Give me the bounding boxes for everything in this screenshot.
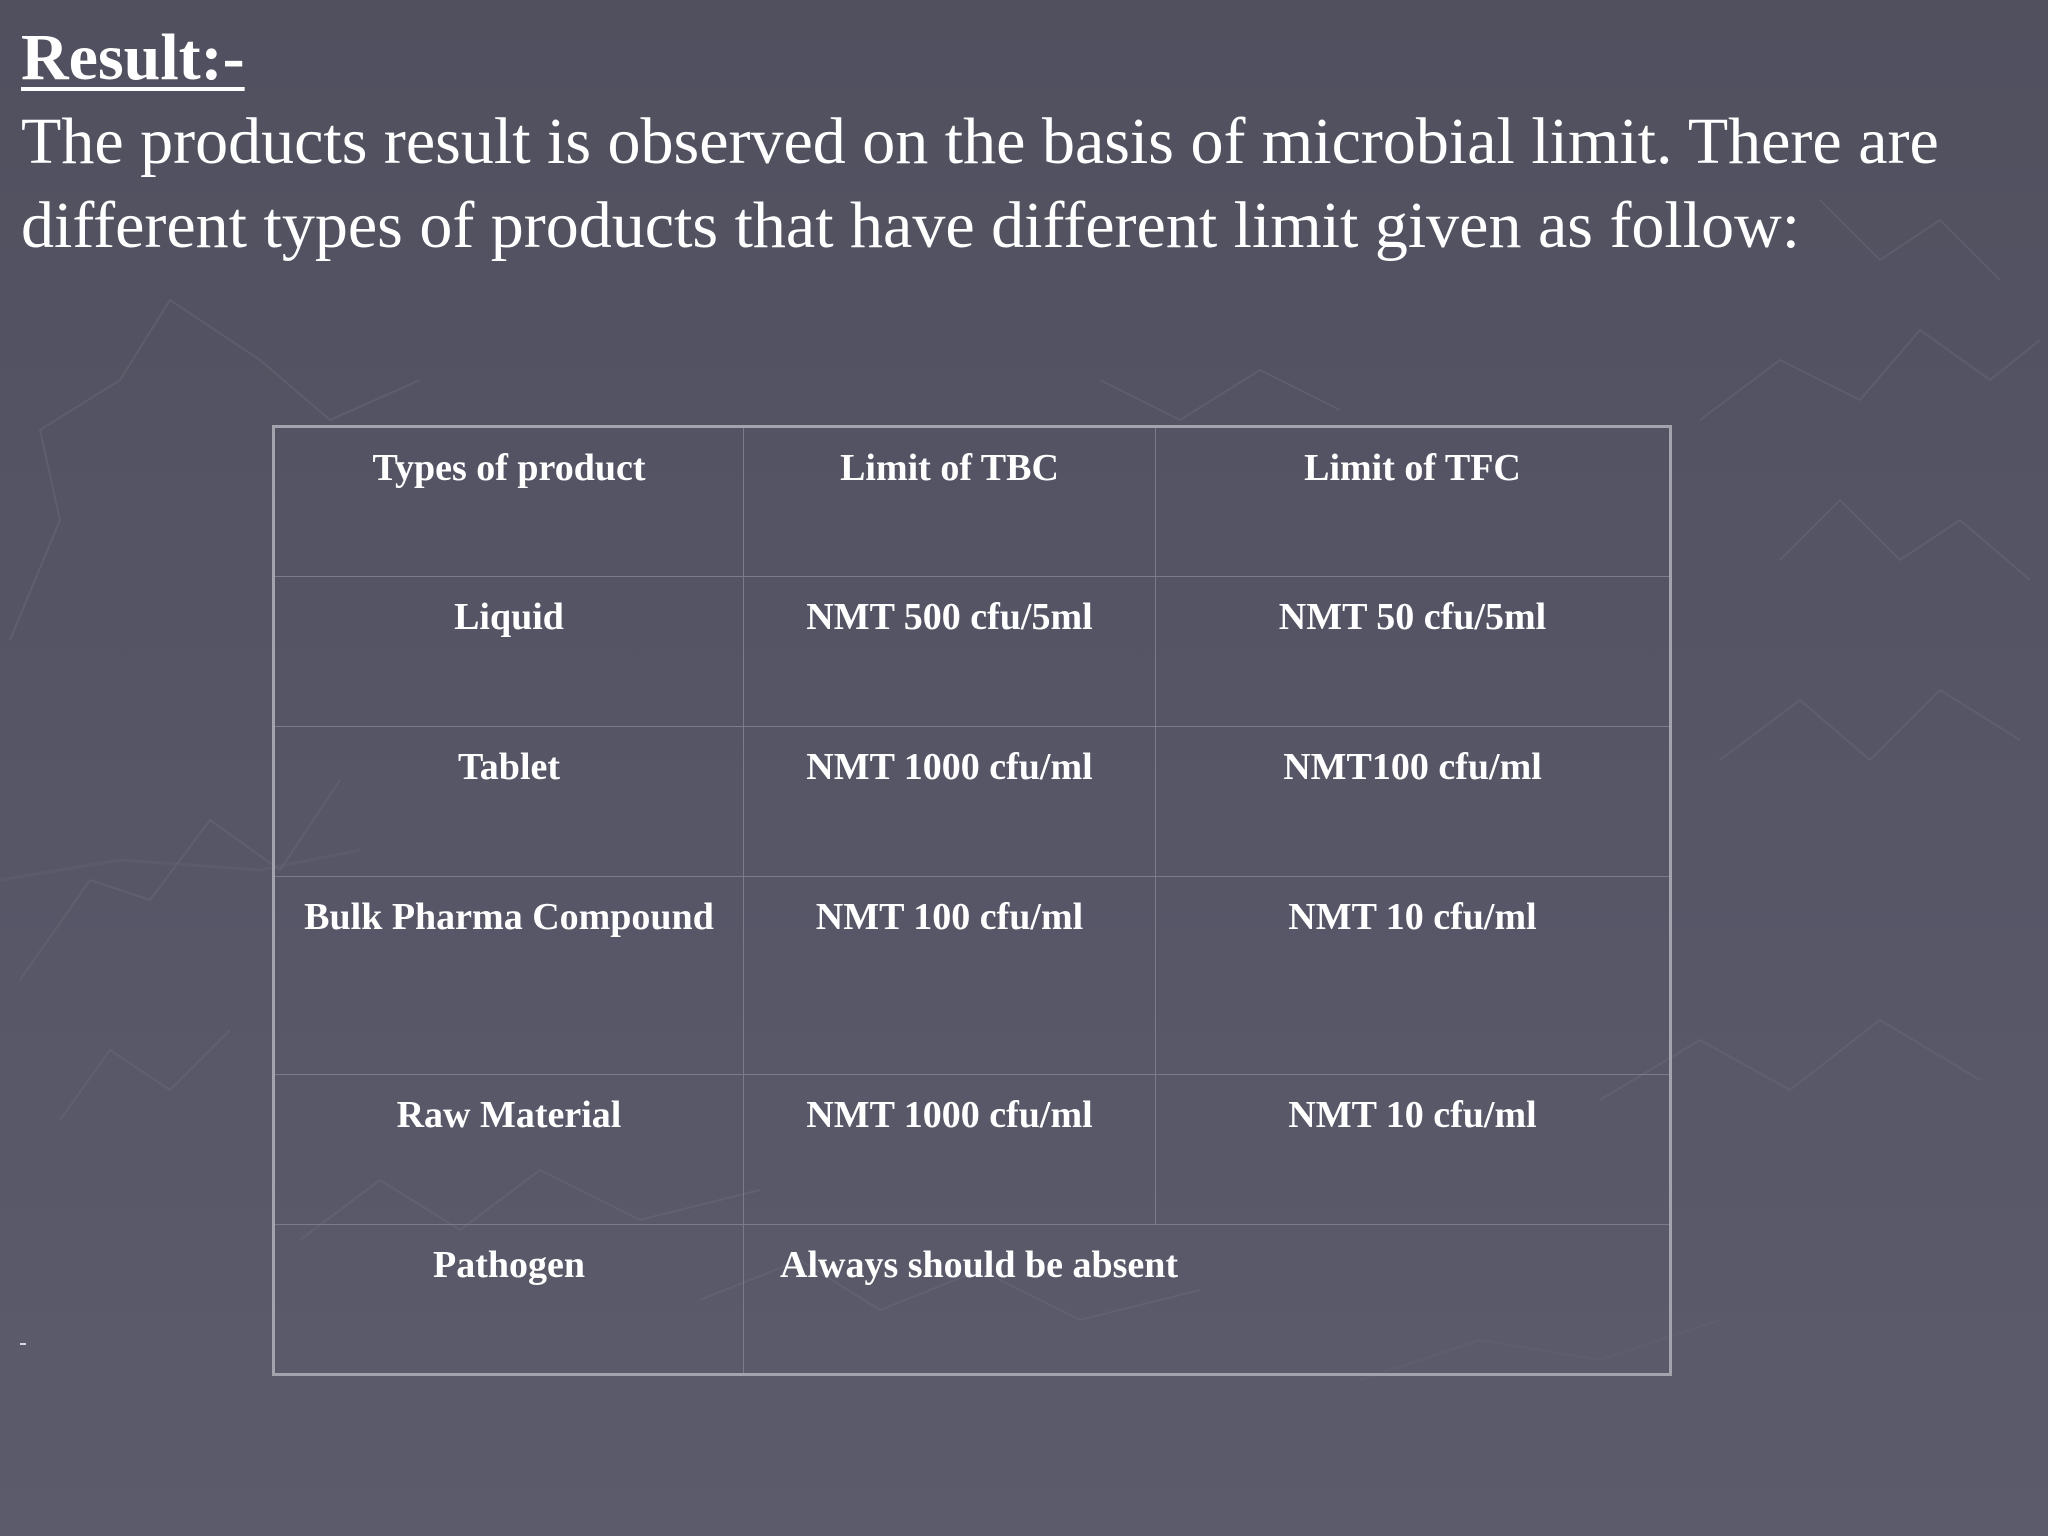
- product-cell: Tablet: [274, 727, 744, 877]
- header-tfc-limit: Limit of TFC: [1156, 427, 1671, 577]
- footer-mark: [20, 1343, 26, 1345]
- tbc-cell: NMT 1000 cfu/ml: [744, 727, 1156, 877]
- table-row: [274, 1075, 1671, 1225]
- table-header-row: [274, 427, 1671, 577]
- microbial-limits-table: [272, 425, 1672, 1376]
- header-tbc-limit: Limit of TBC: [744, 427, 1156, 577]
- tfc-cell: NMT 50 cfu/5ml: [1156, 577, 1671, 727]
- product-cell: Liquid: [274, 577, 744, 727]
- table-row: [274, 877, 1671, 1075]
- tbc-cell: NMT 100 cfu/ml: [744, 877, 1156, 1075]
- tbc-cell: NMT 500 cfu/5ml: [744, 577, 1156, 727]
- header-product-type: Types of product: [274, 427, 744, 577]
- table-row: [274, 577, 1671, 727]
- intro-paragraph: The products result is observed on the basis of microbial limit. There are different types of products that have different limit given as follow:: [21, 105, 1939, 262]
- tfc-cell: NMT 10 cfu/ml: [1156, 1075, 1671, 1225]
- product-cell: Raw Material: [274, 1075, 744, 1225]
- tfc-cell: NMT100 cfu/ml: [1156, 727, 1671, 877]
- product-cell: Pathogen: [274, 1225, 744, 1375]
- tbc-cell: NMT 1000 cfu/ml: [744, 1075, 1156, 1225]
- tfc-cell: NMT 10 cfu/ml: [1156, 877, 1671, 1075]
- table-row-pathogen: [274, 1225, 1671, 1375]
- product-cell: Bulk Pharma Compound: [274, 877, 744, 1075]
- table-row: [274, 727, 1671, 877]
- pathogen-note-cell: Always should be absent: [744, 1225, 1671, 1375]
- slide-title: Result:-: [21, 21, 245, 94]
